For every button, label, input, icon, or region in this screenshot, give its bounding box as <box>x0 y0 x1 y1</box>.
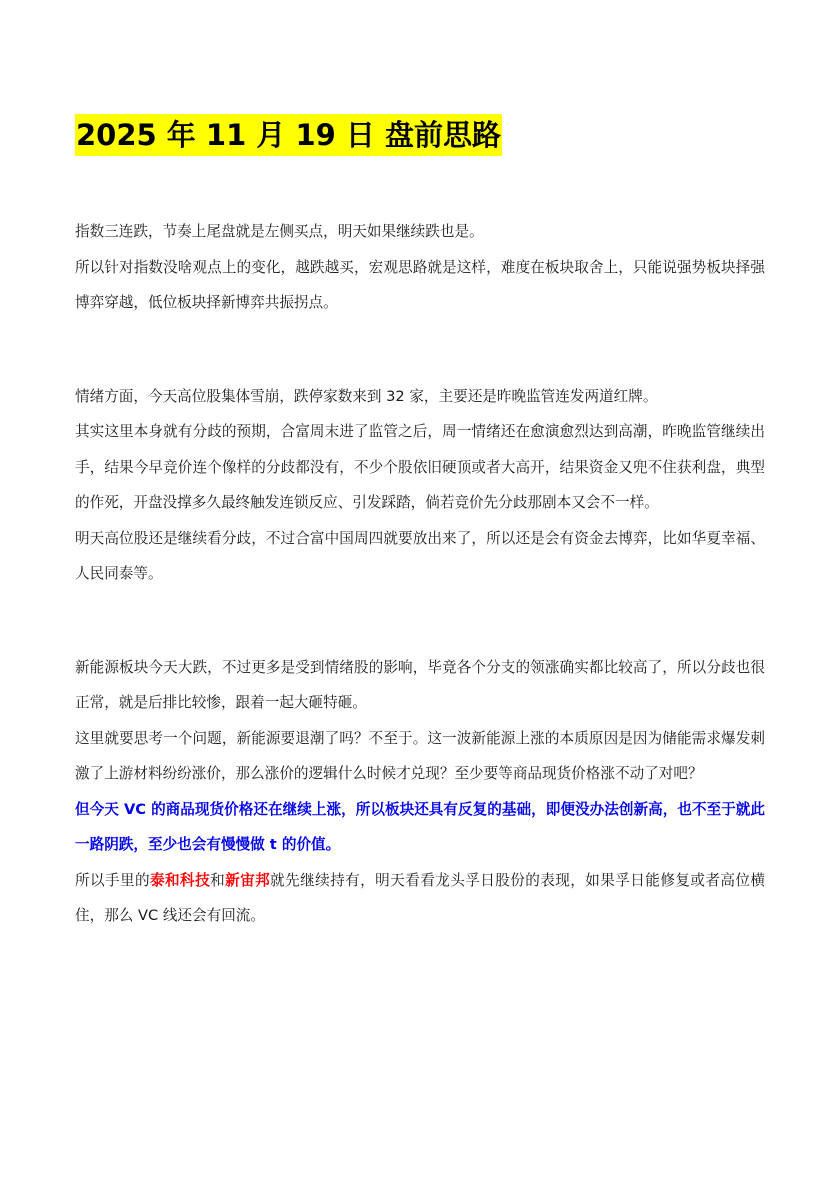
stock-name-taihe: 泰和科技 <box>150 871 211 889</box>
paragraph-divergence: 其实这里本身就有分歧的预期，合富周末进了监管之后，周一情绪还在愈演愈烈达到高潮，昨晚监管继续出手，结果今早竞价连个像样的分歧都没有，不少个股依旧硬顶或者大高开，结果资金又兜不住获利盘，典型的作死，开盘没撑多久最终触发连锁反应、引发踩踏，倘若竞价先分歧那剧本又会不一样。 <box>75 423 765 511</box>
holdings-suffix: 就先继续持有，明天看看龙头孚日股份的表现，如果孚日能修复或者高位横住，那么 VC 线还会有回流。 <box>75 871 765 924</box>
paragraph-high-stocks-outlook: 明天高位股还是继续看分歧，不过合富中国周四就要放出来了，所以还是会有资金去博弈，比如华夏幸福、人民同泰等。 <box>75 529 765 582</box>
paragraph-sentiment: 情绪方面，今天高位股集体雪崩，跌停家数来到 32 家，主要还是昨晚监管连发两道红牌。 <box>75 387 658 405</box>
page-title: 2025 年 11 月 19 日 盘前思路 <box>75 114 502 156</box>
holdings-conjunction: 和 <box>210 871 226 889</box>
title-block <box>75 114 502 156</box>
paragraph-vc-highlight: 但今天 VC 的商品现货价格还在继续上涨，所以板块还具有反复的基础，即便没办法创新高，也不至于就此一路阴跌，至少也会有慢慢做 t 的价值。 <box>75 800 765 853</box>
section-spacer <box>75 592 765 650</box>
paragraph-holdings <box>75 863 765 934</box>
section-spacer <box>75 321 765 379</box>
stock-name-xinzhoubang: 新宙邦 <box>225 871 271 889</box>
paragraph-index-view: 指数三连跌，节奏上尾盘就是左侧买点，明天如果继续跌也是。 <box>75 223 484 240</box>
paragraph-new-energy-question: 这里就要思考一个问题，新能源要退潮了吗？不至于。这一波新能源上涨的本质原因是因为储能需求爆发刺激了上游材料纷纷涨价，那么涨价的逻辑什么时候才兑现？至少要等商品现货价格涨不动了对吧？ <box>75 729 765 782</box>
document-body <box>75 214 765 934</box>
paragraph-macro-strategy: 所以针对指数没啥观点上的变化，越跌越买，宏观思路就是这样，难度在板块取舍上，只能说强势板块择强博弈穿越，低位板块择新博弈共振拐点。 <box>75 258 765 311</box>
paragraph-new-energy: 新能源板块今天大跌，不过更多是受到情绪股的影响，毕竟各个分支的领涨确实都比较高了，所以分歧也很正常，就是后排比较惨，跟着一起大砸特砸。 <box>75 658 765 711</box>
holdings-prefix: 所以手里的 <box>75 871 151 889</box>
